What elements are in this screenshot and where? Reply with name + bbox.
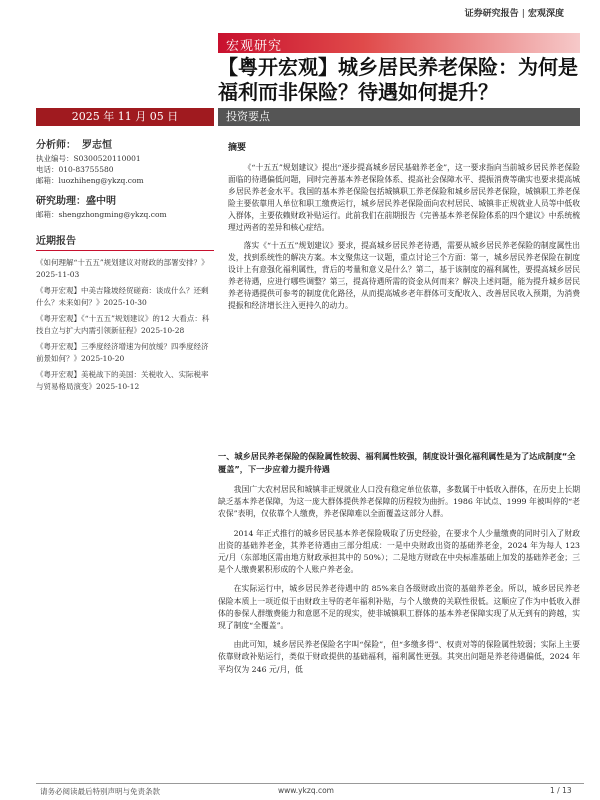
footer-divider <box>36 783 584 784</box>
body-paragraph-3: 在实际运行中，城乡居民养老待遇中的 85%来自各级财政出资的基础养老金。所以，城乡居民养老保险本质上一项近似于由财政主导的老年福利补贴，与个人缴费的关联性很低。这顺应了作为中低收入群体的参保人群缴费能力和意愿不足的现实，使非城镇职工群体的基本养老保障实现了从无到有的跨越，实现了制度“全覆盖”。 <box>218 584 580 631</box>
report-title: 【粤开宏观】城乡居民养老保险：为何是福利而非保险？待遇如何提升？ <box>218 55 578 104</box>
recent-report-item[interactable]: 《粤开宏观】中美吉隆坡经贸磋商：谈成什么？还剩什么？未来如何？》2025-10-30 <box>36 286 209 307</box>
body-paragraph-2: 2014 年正式推行的城乡居民基本养老保险吸取了历史经验，在要求个人少量缴费的同时引入了财政出资的基础养老金，其养老待遇由三部分组成：一是中央财政出资的基础养老金，2024 年为每人 123 元/月（东部地区需由地方财政承担其中的 50%）；二是地方财政在中央标准基础上加发的基础养老金；三是个人缴费累积形成的个人账户养老金。 <box>218 528 580 575</box>
footer-disclaimer[interactable]: 请务必阅读最后特别声明与免责条款 <box>40 787 160 796</box>
analyst-row <box>36 140 214 151</box>
abstract-paragraph-1: 《“十五五”规划建议》提出“逐步提高城乡居民基础养老金”，这一要求指向当前城乡居民养老保险面临的待遇偏低问题，同时完善基本养老保险体系、提高社会保障水平、提振消费等确实也要求提高城乡居民养老金水平。我国的基本养老保险包括城镇职工养老保险和城乡居民养老保险，城镇职工养老保险主要依靠用人单位和职工缴费运行，城乡居民养老保险面向农村居民、城镇非正规就业人员等中低收入群体，主要依赖财政补贴运行。此前我们在前期报告《完善基本养老保险体系的四个建议》中系统梳理过两者的差异和核心症结。 <box>228 163 580 232</box>
report-kind: 宏观深度 <box>527 9 564 19</box>
body-section <box>218 450 580 683</box>
analyst-email: 邮箱：luozhiheng@ykzq.com <box>36 176 144 185</box>
recent-report-item[interactable]: 《粤开宏观】三季度经济增速为何放缓？四季度经济前景如何？》2025-10-20 <box>36 342 209 363</box>
sidebar <box>36 140 214 397</box>
body-paragraph-4: 由此可知，城乡居民养老保险名字叫“保险”，但“多缴多得”、权责对等的保险属性较弱；实际上主要依靠财政补贴运行，类似于财政提供的基础福利，福利属性更强。其突出问题是养老待遇偏低，2024 年平均仅为 246 元/月，低 <box>218 640 580 674</box>
category-label: 宏观研究 <box>226 39 283 54</box>
recent-report-item[interactable]: 《如何理解“十五五”规划建议对财政的部署安排？》2025-11-03 <box>36 258 209 279</box>
recent-reports-title: 近期报告 <box>36 236 214 251</box>
abstract-paragraph-2: 落实《“十五五”规划建议》要求，提高城乡居民养老待遇，需要从城乡居民养老保险的制度属性出发，找到系统性的解决方案。本文聚焦这一议题，重点讨论三个方面：第一，城乡居民养老保险在制度设计上有意强化福利属性，背后的考量和意义是什么？第二，基于该制度的福利属性，要提高城乡居民养老待遇，应进行哪些调整？第三，提高待遇所需的资金从何而来？解决上述问题，能为提升城乡居民养老待遇提供可参考的制度优化路径，从而提高城乡老年群体可支配收入、改善居民收入预期，为消费提振和经济增长注入更持久的动力。 <box>228 241 580 310</box>
analyst-label: 分析师： <box>36 140 76 151</box>
assistant-label: 研究助理： <box>36 196 86 207</box>
assistant-email: 邮箱：shengzhongming@ykzq.com <box>36 210 167 219</box>
report-type: 证券研究报告 <box>464 9 519 19</box>
section-1-heading: 一、城乡居民养老保险的保险属性较弱、福利属性较强，制度设计强化福利属性是为了达成制度“全覆盖”，下一步应着力提升待遇 <box>218 451 576 474</box>
assistant-name: 盛中明 <box>86 196 116 207</box>
category-band <box>218 33 580 53</box>
abstract-section <box>228 142 580 318</box>
footer-site[interactable]: www.ykzq.com <box>278 786 334 795</box>
footer-page-number: 1 / 13 <box>550 786 572 795</box>
body-paragraph-1: 我国广大农村居民和城镇非正规就业人口没有稳定单位依靠，多数属于中低收入群体，在历史上长期缺乏基本养老保障，为这一庞大群体提供养老保障的历程较为曲折。1986 年试点、1999 年被叫停的“老农保”表明，仅依靠个人缴费，养老保障难以全面覆盖这部分人群。 <box>218 485 580 519</box>
investment-points-band <box>218 108 580 126</box>
header-separator: | <box>521 9 525 19</box>
assistant-row <box>36 196 214 207</box>
recent-report-item[interactable]: 《粤开宏观】美税战下的美国：关税收入、实际税率与贸易格局演变》2025-10-12 <box>36 370 209 391</box>
analyst-name: 罗志恒 <box>82 140 112 151</box>
investment-points-label: 投资要点 <box>226 110 270 123</box>
report-date: 2025 年 11 月 05 日 <box>36 108 214 126</box>
analyst-phone: 电话：010-83755580 <box>36 165 114 174</box>
analyst-cert: 执业编号：S0300520110001 <box>36 154 141 163</box>
report-header <box>465 6 564 19</box>
recent-report-item[interactable]: 《粤开宏观】《“十五五”规划建议》的12 大看点：科技自立与扩大内需引领新征程》2025-10-28 <box>36 314 210 335</box>
abstract-title: 摘要 <box>228 143 247 153</box>
